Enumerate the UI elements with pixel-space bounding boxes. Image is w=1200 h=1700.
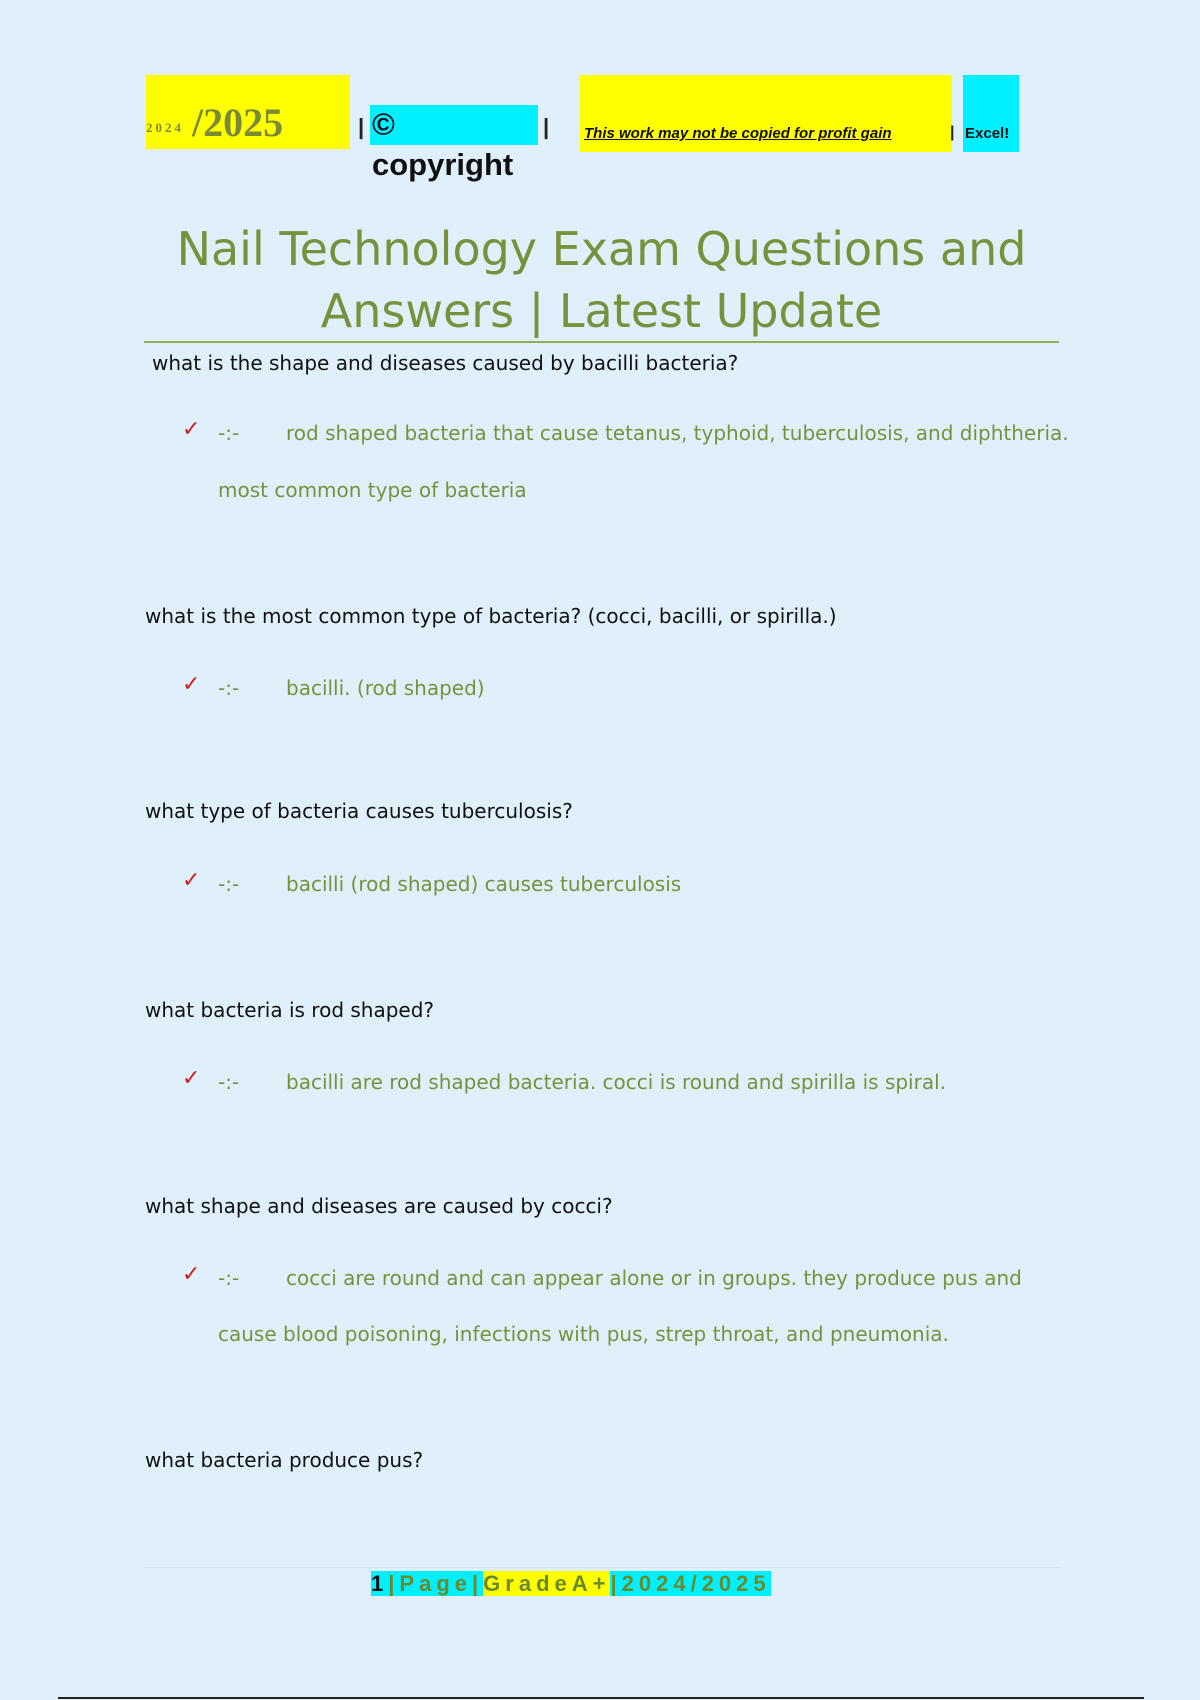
- answer-marker: -:-: [218, 872, 240, 896]
- answer-text: rod shaped bacteria that cause tetanus, typhoid, tuberculosis, and diphtheria.: [286, 421, 1069, 445]
- page-title-line: Nail Technology Exam Questions and: [176, 222, 1027, 276]
- footer-grade: GradeA+: [483, 1571, 611, 1596]
- header-separator: |: [358, 114, 365, 139]
- header-excel-box: [963, 75, 1019, 152]
- answer-text: bacilli. (rod shaped): [286, 676, 485, 700]
- answer-text: bacilli are rod shaped bacteria. cocci is round and spirilla is spiral.: [286, 1070, 947, 1094]
- question-text: what bacteria produce pus?: [145, 1448, 424, 1472]
- footer-divider: [144, 1567, 1059, 1568]
- header-separator: |: [950, 124, 955, 141]
- checkmark-icon: ✓: [182, 1262, 201, 1287]
- answer-text: cause blood poisoning, infections with pus, strep throat, and pneumonia.: [218, 1322, 949, 1346]
- header-excel: Excel!: [965, 125, 1010, 142]
- checkmark-icon: ✓: [182, 672, 201, 697]
- page-title-line: Answers | Latest Update: [320, 284, 883, 338]
- question-text: what is the shape and diseases caused by bacilli bacteria?: [152, 351, 739, 375]
- answer-marker: -:-: [218, 1266, 240, 1290]
- header-year-small: 2024: [146, 120, 184, 135]
- bottom-divider: [58, 1697, 1144, 1699]
- checkmark-icon: ✓: [182, 868, 201, 893]
- header-year-big: /2025: [192, 100, 284, 145]
- header-separator: |: [543, 114, 550, 139]
- question-text: what bacteria is rod shaped?: [145, 998, 435, 1022]
- header-year-box: [146, 75, 350, 149]
- answer-marker: -:-: [218, 1070, 240, 1094]
- footer-page-label: |Page|: [388, 1571, 484, 1596]
- answer-text: most common type of bacteria: [218, 478, 527, 502]
- title-divider: [144, 341, 1059, 343]
- header-notice-box: [580, 75, 955, 152]
- answer-marker: -:-: [218, 421, 240, 445]
- footer-page-number: 1: [371, 1571, 389, 1596]
- page-footer: [371, 1570, 771, 1598]
- checkmark-icon: ✓: [182, 417, 201, 442]
- answer-marker: -:-: [218, 676, 240, 700]
- checkmark-icon: ✓: [182, 1066, 201, 1091]
- footer-years: |2024/2025: [610, 1571, 771, 1596]
- question-text: what shape and diseases are caused by cocci?: [145, 1194, 613, 1218]
- page-title: [144, 218, 1059, 342]
- answer-text: bacilli (rod shaped) causes tuberculosis: [286, 872, 682, 896]
- header-notice: This work may not be copied for profit gain: [584, 125, 892, 142]
- answer-text: cocci are round and can appear alone or in groups. they produce pus and: [286, 1266, 1022, 1290]
- question-text: what type of bacteria causes tuberculosis?: [145, 799, 573, 823]
- header-copyright: © copyright: [370, 105, 538, 145]
- question-text: what is the most common type of bacteria? (cocci, bacilli, or spirilla.): [145, 604, 837, 628]
